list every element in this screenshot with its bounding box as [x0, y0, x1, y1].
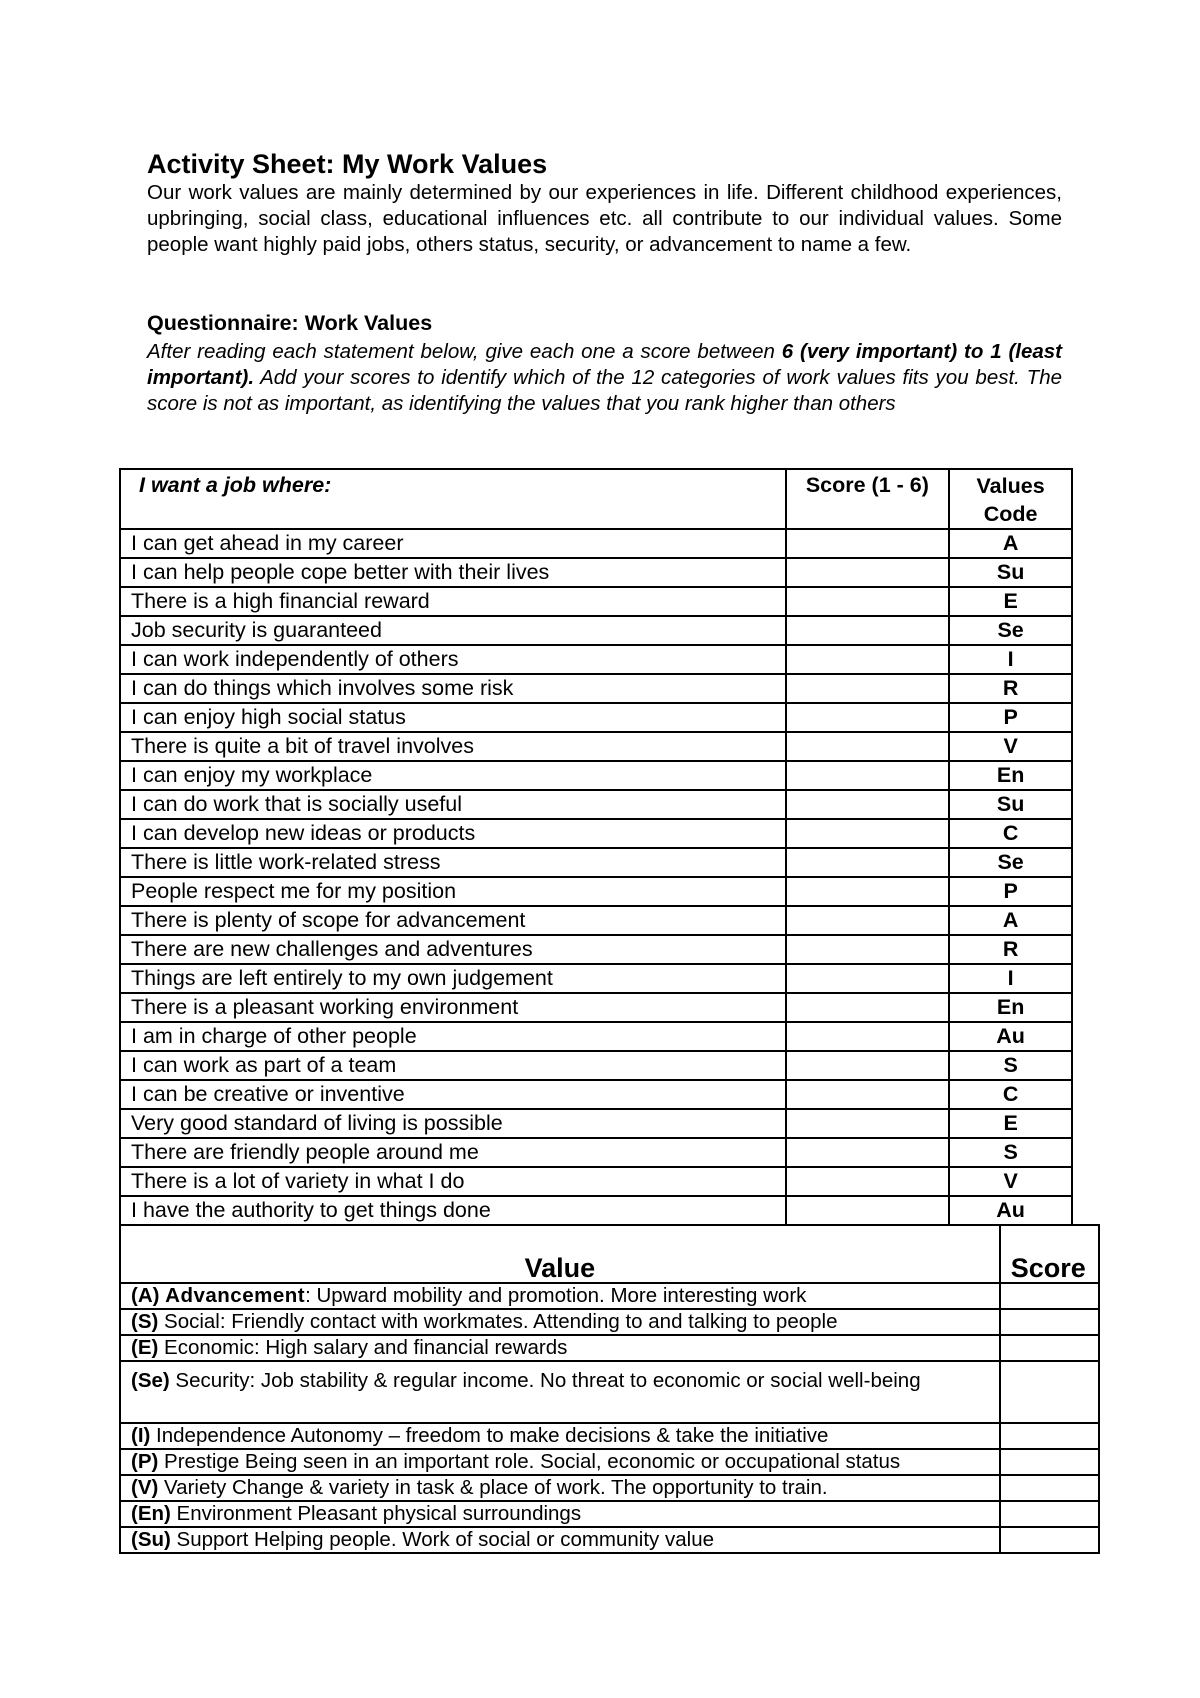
- values-code-cell: Se: [949, 848, 1072, 877]
- statement-cell: I can help people cope better with their lives: [120, 558, 786, 587]
- statement-cell: There is a high financial reward: [120, 587, 786, 616]
- value-key: (P): [131, 1450, 159, 1473]
- value-score-input-cell[interactable]: [1000, 1283, 1099, 1309]
- value-score-input-cell[interactable]: [1000, 1423, 1099, 1449]
- score-input-cell[interactable]: [786, 1196, 950, 1225]
- score-input-cell[interactable]: [786, 964, 950, 993]
- table-row: [120, 1022, 1072, 1051]
- page-title: Activity Sheet: My Work Values: [147, 149, 548, 179]
- value-description: Independence Autonomy – freedom to make decisions & take the initiative: [150, 1424, 829, 1447]
- value-score-input-cell[interactable]: [1000, 1501, 1099, 1527]
- statement-cell: People respect me for my position: [120, 877, 786, 906]
- score-input-cell[interactable]: [786, 935, 950, 964]
- statement-cell: Very good standard of living is possible: [120, 1109, 786, 1138]
- table-row: [120, 993, 1072, 1022]
- value-description-cell: [120, 1361, 1000, 1423]
- table-row: [120, 964, 1072, 993]
- table-row: [120, 674, 1072, 703]
- statement-cell: I can work independently of others: [120, 645, 786, 674]
- questionnaire-instructions: [147, 339, 1062, 417]
- table-row: [120, 761, 1072, 790]
- values-code-cell: A: [949, 906, 1072, 935]
- score-input-cell[interactable]: [786, 790, 950, 819]
- value-score-input-cell[interactable]: [1000, 1335, 1099, 1361]
- intro-paragraph: Our work values are mainly determined by our experiences in life. Different childhood experiences, upbringing, social class, educational influences etc. all contribute to our individual values. Some people want highly paid jobs, others status, security, or advancement to name a few.: [147, 181, 1062, 256]
- statement-cell: I can enjoy high social status: [120, 703, 786, 732]
- score-input-cell[interactable]: [786, 703, 950, 732]
- statement-column-header: I want a job where:: [120, 469, 786, 529]
- value-description: : Upward mobility and promotion. More interesting work: [305, 1284, 807, 1307]
- value-description-cell: [120, 1335, 1000, 1361]
- table-row: [120, 1196, 1072, 1225]
- table-row: [120, 1335, 1099, 1361]
- table-row: [120, 703, 1072, 732]
- statement-cell: There are new challenges and adventures: [120, 935, 786, 964]
- value-description-cell: [120, 1527, 1000, 1553]
- value-key: (E): [131, 1336, 159, 1359]
- table-row: [120, 1309, 1099, 1335]
- statement-cell: I can do things which involves some risk: [120, 674, 786, 703]
- score-input-cell[interactable]: [786, 877, 950, 906]
- value-description: Economic: High salary and financial rewards: [158, 1336, 568, 1359]
- score-input-cell[interactable]: [786, 1051, 950, 1080]
- score-input-cell[interactable]: [786, 558, 950, 587]
- statements-header-row: [120, 469, 1072, 529]
- statement-cell: I am in charge of other people: [120, 1022, 786, 1051]
- statements-table: [119, 468, 1073, 1226]
- values-code-cell: R: [949, 935, 1072, 964]
- statement-cell: I can develop new ideas or products: [120, 819, 786, 848]
- table-row: [120, 732, 1072, 761]
- table-row: [120, 1423, 1099, 1449]
- score-input-cell[interactable]: [786, 1109, 950, 1138]
- values-code-cell: I: [949, 964, 1072, 993]
- statement-cell: I can work as part of a team: [120, 1051, 786, 1080]
- value-description: Prestige Being seen in an important role. Social, economic or occupational status: [158, 1450, 901, 1473]
- values-code-cell: R: [949, 674, 1072, 703]
- value-score-input-cell[interactable]: [1000, 1309, 1099, 1335]
- score-input-cell[interactable]: [786, 529, 950, 558]
- instructions-part-2: Add your scores to identify which of the 12 categories of work values fits you best. The score is not as important, as identifying the values that you rank higher than others: [147, 366, 1062, 415]
- values-table: [119, 1224, 1100, 1554]
- values-code-cell: Su: [949, 790, 1072, 819]
- value-key: (I): [131, 1424, 151, 1447]
- values-header-row: [120, 1225, 1099, 1283]
- table-row: [120, 848, 1072, 877]
- table-row: [120, 1080, 1072, 1109]
- table-row: [120, 877, 1072, 906]
- value-key: (S): [131, 1310, 159, 1333]
- table-row: [120, 1283, 1099, 1309]
- value-name: Advancement: [165, 1284, 306, 1307]
- value-description: Environment Pleasant physical surroundings: [170, 1502, 582, 1525]
- value-score-input-cell[interactable]: [1000, 1527, 1099, 1553]
- values-code-cell: P: [949, 877, 1072, 906]
- statement-cell: I have the authority to get things done: [120, 1196, 786, 1225]
- table-row: [120, 1501, 1099, 1527]
- score-input-cell[interactable]: [786, 993, 950, 1022]
- score-input-cell[interactable]: [786, 906, 950, 935]
- score-input-cell[interactable]: [786, 848, 950, 877]
- value-key: (V): [131, 1476, 159, 1499]
- value-description-cell: [120, 1449, 1000, 1475]
- questionnaire-title: Questionnaire: Work Values: [147, 311, 433, 335]
- score-input-cell[interactable]: [786, 732, 950, 761]
- values-code-cell: S: [949, 1051, 1072, 1080]
- values-code-column-header: Values Code: [949, 469, 1072, 529]
- values-code-cell: Se: [949, 616, 1072, 645]
- score-column-header: Score (1 - 6): [786, 469, 950, 529]
- statement-cell: There is a lot of variety in what I do: [120, 1167, 786, 1196]
- table-row: [120, 1361, 1099, 1423]
- table-row: [120, 935, 1072, 964]
- instructions-scale: 6 (very important) to 1 (least important).: [147, 340, 1062, 389]
- score-input-cell[interactable]: [786, 1138, 950, 1167]
- values-code-cell: P: [949, 703, 1072, 732]
- table-row: [120, 558, 1072, 587]
- value-score-input-cell[interactable]: [1000, 1361, 1099, 1423]
- table-row: [120, 1051, 1072, 1080]
- score-input-cell[interactable]: [786, 1080, 950, 1109]
- values-code-cell: E: [949, 587, 1072, 616]
- score-input-cell[interactable]: [786, 616, 950, 645]
- value-description-cell: [120, 1423, 1000, 1449]
- value-description-cell: [120, 1501, 1000, 1527]
- table-row: [120, 1167, 1072, 1196]
- table-row: [120, 1527, 1099, 1553]
- value-key: (A): [131, 1284, 166, 1307]
- value-key: (Se): [131, 1369, 170, 1392]
- values-code-cell: Au: [949, 1022, 1072, 1051]
- score-input-cell[interactable]: [786, 1022, 950, 1051]
- statement-cell: I can do work that is socially useful: [120, 790, 786, 819]
- values-code-cell: A: [949, 529, 1072, 558]
- statement-cell: There is quite a bit of travel involves: [120, 732, 786, 761]
- values-code-cell: En: [949, 761, 1072, 790]
- value-score-input-cell[interactable]: [1000, 1449, 1099, 1475]
- statement-cell: There are friendly people around me: [120, 1138, 786, 1167]
- value-column-header: Value: [120, 1225, 1000, 1283]
- value-description-cell: [120, 1309, 1000, 1335]
- values-code-cell: C: [949, 819, 1072, 848]
- table-row: [120, 1109, 1072, 1138]
- values-code-cell: En: [949, 993, 1072, 1022]
- value-description: Security: Job stability & regular income. No threat to economic or social well-being: [169, 1369, 921, 1392]
- score-input-cell[interactable]: [786, 674, 950, 703]
- statement-cell: Job security is guaranteed: [120, 616, 786, 645]
- value-description-cell: [120, 1283, 1000, 1309]
- score-input-cell[interactable]: [786, 645, 950, 674]
- value-description: Variety Change & variety in task & place of work. The opportunity to train.: [158, 1476, 828, 1499]
- table-row: [120, 1449, 1099, 1475]
- values-code-cell: I: [949, 645, 1072, 674]
- table-row: [120, 790, 1072, 819]
- values-code-cell: V: [949, 732, 1072, 761]
- table-row: [120, 906, 1072, 935]
- statement-cell: Things are left entirely to my own judgement: [120, 964, 786, 993]
- statement-cell: I can enjoy my workplace: [120, 761, 786, 790]
- statement-cell: There is little work-related stress: [120, 848, 786, 877]
- score-input-cell[interactable]: [786, 1167, 950, 1196]
- values-code-cell: V: [949, 1167, 1072, 1196]
- statement-cell: There is plenty of scope for advancement: [120, 906, 786, 935]
- table-row: [120, 616, 1072, 645]
- table-row: [120, 1475, 1099, 1501]
- statement-cell: There is a pleasant working environment: [120, 993, 786, 1022]
- score-input-cell[interactable]: [786, 587, 950, 616]
- score-input-cell[interactable]: [786, 761, 950, 790]
- values-code-cell: S: [949, 1138, 1072, 1167]
- table-row: [120, 819, 1072, 848]
- value-description: Support Helping people. Work of social or community value: [170, 1528, 714, 1551]
- values-code-cell: Au: [949, 1196, 1072, 1225]
- values-code-cell: E: [949, 1109, 1072, 1138]
- value-description-cell: [120, 1475, 1000, 1501]
- values-code-cell: C: [949, 1080, 1072, 1109]
- value-description: Social: Friendly contact with workmates. Attending to and talking to people: [158, 1310, 838, 1333]
- table-row: [120, 529, 1072, 558]
- value-key: (En): [131, 1502, 171, 1525]
- value-score-column-header: Score: [1000, 1225, 1099, 1283]
- values-code-cell: Su: [949, 558, 1072, 587]
- table-row: [120, 1138, 1072, 1167]
- value-key: (Su): [131, 1528, 171, 1551]
- table-row: [120, 587, 1072, 616]
- statement-cell: I can be creative or inventive: [120, 1080, 786, 1109]
- statement-cell: I can get ahead in my career: [120, 529, 786, 558]
- table-row: [120, 645, 1072, 674]
- instructions-part-1: After reading each statement below, give each one a score between: [147, 340, 782, 363]
- score-input-cell[interactable]: [786, 819, 950, 848]
- value-score-input-cell[interactable]: [1000, 1475, 1099, 1501]
